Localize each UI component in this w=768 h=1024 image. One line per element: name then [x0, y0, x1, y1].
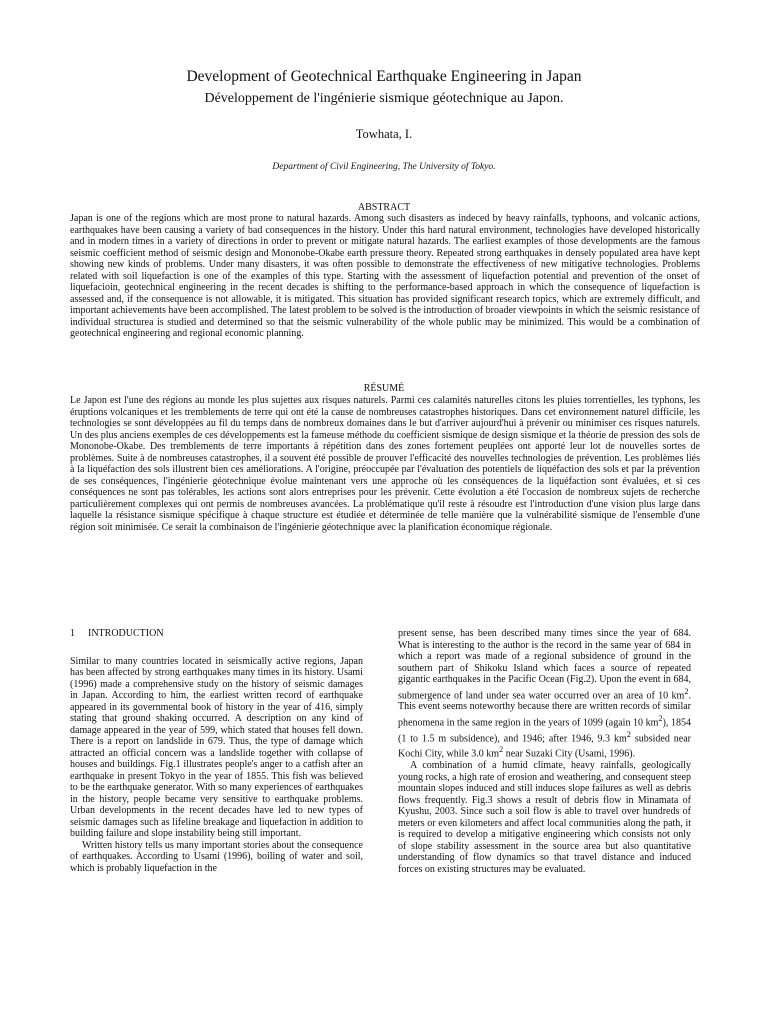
paragraph: Written history tells us many important stories about the consequence of earthquakes. According to Usami (1996), boiling of water and soil, which is probably liquefaction in the [70, 839, 363, 874]
left-column [70, 628, 363, 874]
paper-title: Development of Geotechnical Earthquake Engineering in Japan [186, 68, 582, 85]
text-run: ), 1854 (1 to 1.5 m subsidence), and 1946; after 1946, 9.3 km [398, 717, 691, 744]
abstract-heading: ABSTRACT [357, 202, 411, 213]
author: Towhata, I. [355, 127, 413, 141]
superscript: 2 [684, 686, 689, 696]
abstract-text: Japan is one of the regions which are most prone to natural hazards. Among such disasters as indeced by heavy rainfalls, typhoons, and volcanic actions, earthquakes have been causing a variety of bad consequences in the history. Under this hard natural environment, technologies have developed historically and in modern times in a variety of directions in order to prevent or mitigate natural hazards. The earliest examples of those developments are the famous seismic coefficient method of seismic design and Mononobe-Okabe earth pressure theory. Repeated strong earthquakes in densely populated area have kept showing new kinds of problems. Under many disasters, it was often possible to demonstrate the effectiveness of new mitigative technologies. Problems related with soil liquefaction is one of the examples of this type. Starting with the assessment of liquefaction potential and prevention of the onset of liquefacioin, geotechnical engineering in the recent decades is shifting to the performance-based approach in which the consequence of liquefaction is assessed and, if the consequence is not allowable, it is mitigated. This situation has provided significant research topics, which are extremely difficult, and important achievements have been accomplished. The latest problem to be solved is the introduction of broader viewpoints in which the seismic resistance of individual structurea is studied and determined so that the seismic vulnerability of the whole public may be minimized. This would be a combination of geotechnical engineering and regional economic planning. [70, 213, 700, 339]
paragraph [398, 628, 691, 760]
paragraph: A combination of a humid climate, heavy rainfalls, geologically young rocks, a high rate of erosion and weathering, and consequent steep mountain slopes induced and still induces slope failures as well as debris flows frequently. Fig.3 shows a result of debris flow in Minamata of Kyushu, 2003. Since such a soil flow is able to travel over hundreds of meters or even kilometers and affect local communities along the path, it is required to develop a mitigative engineering which consists not only of slope stability assessment in the source area but also quantitative understanding of flow dynamics so that travel distance and induced forces on existing structures may be evaluated. [398, 760, 691, 875]
section-number: 1 [70, 628, 75, 639]
resume-heading: RÉSUMÉ [363, 383, 405, 394]
section-title: INTRODUCTION [88, 628, 164, 639]
section-heading [70, 628, 363, 640]
paper-subtitle: Développement de l'ingénierie sismique géotechnique au Japon. [204, 91, 564, 106]
text-run: near Suzaki City (Usami, 1996). [503, 748, 636, 760]
affiliation: Department of Civil Engineering, The University of Tokyo. [272, 162, 496, 172]
superscript: 2 [499, 745, 504, 755]
text-run: present sense, has been described many times since the year of 684. What is interesting to the author is the record in the same year of 684 in which a report was made of a regional subsidence of ground in the southern part of Shikoku Island which faces a source of repeated gigantic earthquakes in the Pacific Ocean (Fig.2). Upon the event in 684, submergence of land under sea water occurred over an area of 10 km [398, 628, 691, 701]
resume-text: Le Japon est l'une des régions au monde les plus sujettes aux risques naturels. Parmi ces calamités naturelles citons les pluies torrentielles, les typhons, les éruptions volcaniques et les tremblements de terre qui ont été la cause de nombreuses catastrophes historiques. Dans cet environnement naturel difficile, les technologies se sont développées au fil du temps dans de nombreux domaines dans le but d'arriver aujourd'hui à prévenir ou minimiser ces risques naturels. Un des plus anciens exemples de ces développements est la fameuse méthode du coefficient sismique de design sismique et la théorie de pression des sols de Mononobe-Okabe. Des tremblements de terre importants à répétition dans des zones fortement peuplées ont apporté leur lot de nouvelles sortes de problèmes. Suite à de nombreuses catastrophes, il a souvent été possible de prouver l'efficacité des nouvelles technologies de prévention. Les problèmes liés à la liquéfaction des sols illustrent bien ces améliorations. A l'origine, préoccupée par l'évaluation des potentiels de liquéfaction des sols et par la prévention de ses conséquences, l'ingénierie géotechnique évolue maintenant vers une approche où les conséquences de la liquéfaction sont évaluées, et si ces conséquences ne sont pas tolérables, les actions sont alors entreprises pour les prévenir. Cette évolution a été l'occasion de nombreux sujets de recherche particulièrement complexes qui ont permis de nombreuses avancées. La problématique qu'il reste à résoudre est l'introduction d'une vision plus large dans laquelle la résistance sismique spécifique à chaque structure est étudiée et déterminée de telle manière que la vulnérabilité sismique de l'ensemble d'une région soit minimisée. Ce serait la combinaison de l'ingénierie géotechnique avec la planification économique régionale. [70, 395, 700, 533]
paragraph: Similar to many countries located in seismically active regions, Japan has been affected by strong earthquakes many times in its history. Usami (1996) made a comprehensive study on the history of seismic damages in Japan. According to him, the earliest written record of earthquake appeared in its governmental book of history in the year of 416, simply stating that ground shaking occurred. A description on any kind of damage appeared in the year of 599, which stated that houses fell down. There is a report on landslide in 679. Thus, the type of damage which attracted an official concern was a landslide together with collapse of houses and buildings. Fig.1 illustrates people's anger to a catfish after an earthquake in present Tokyo in the year of 1855. This fish was believed to be the earthquake generator. With so many experiences of earthquakes in the history, people became very sensitive to earthquake problems. Urban developments in the recent decades have led to new types of seismic damages such as lifeline breakage and liquefaction in addition to building failure and slope instability being still important. [70, 655, 363, 839]
superscript: 2 [626, 729, 631, 739]
text-run: subsided near Kochi City, while 3.0 km [398, 732, 691, 760]
superscript: 2 [658, 713, 663, 723]
text-run: . This event seems noteworthy because there are written records of similar phenomena in the same region in the years of 1099 (again 10 km [398, 689, 691, 729]
right-column [398, 628, 691, 875]
